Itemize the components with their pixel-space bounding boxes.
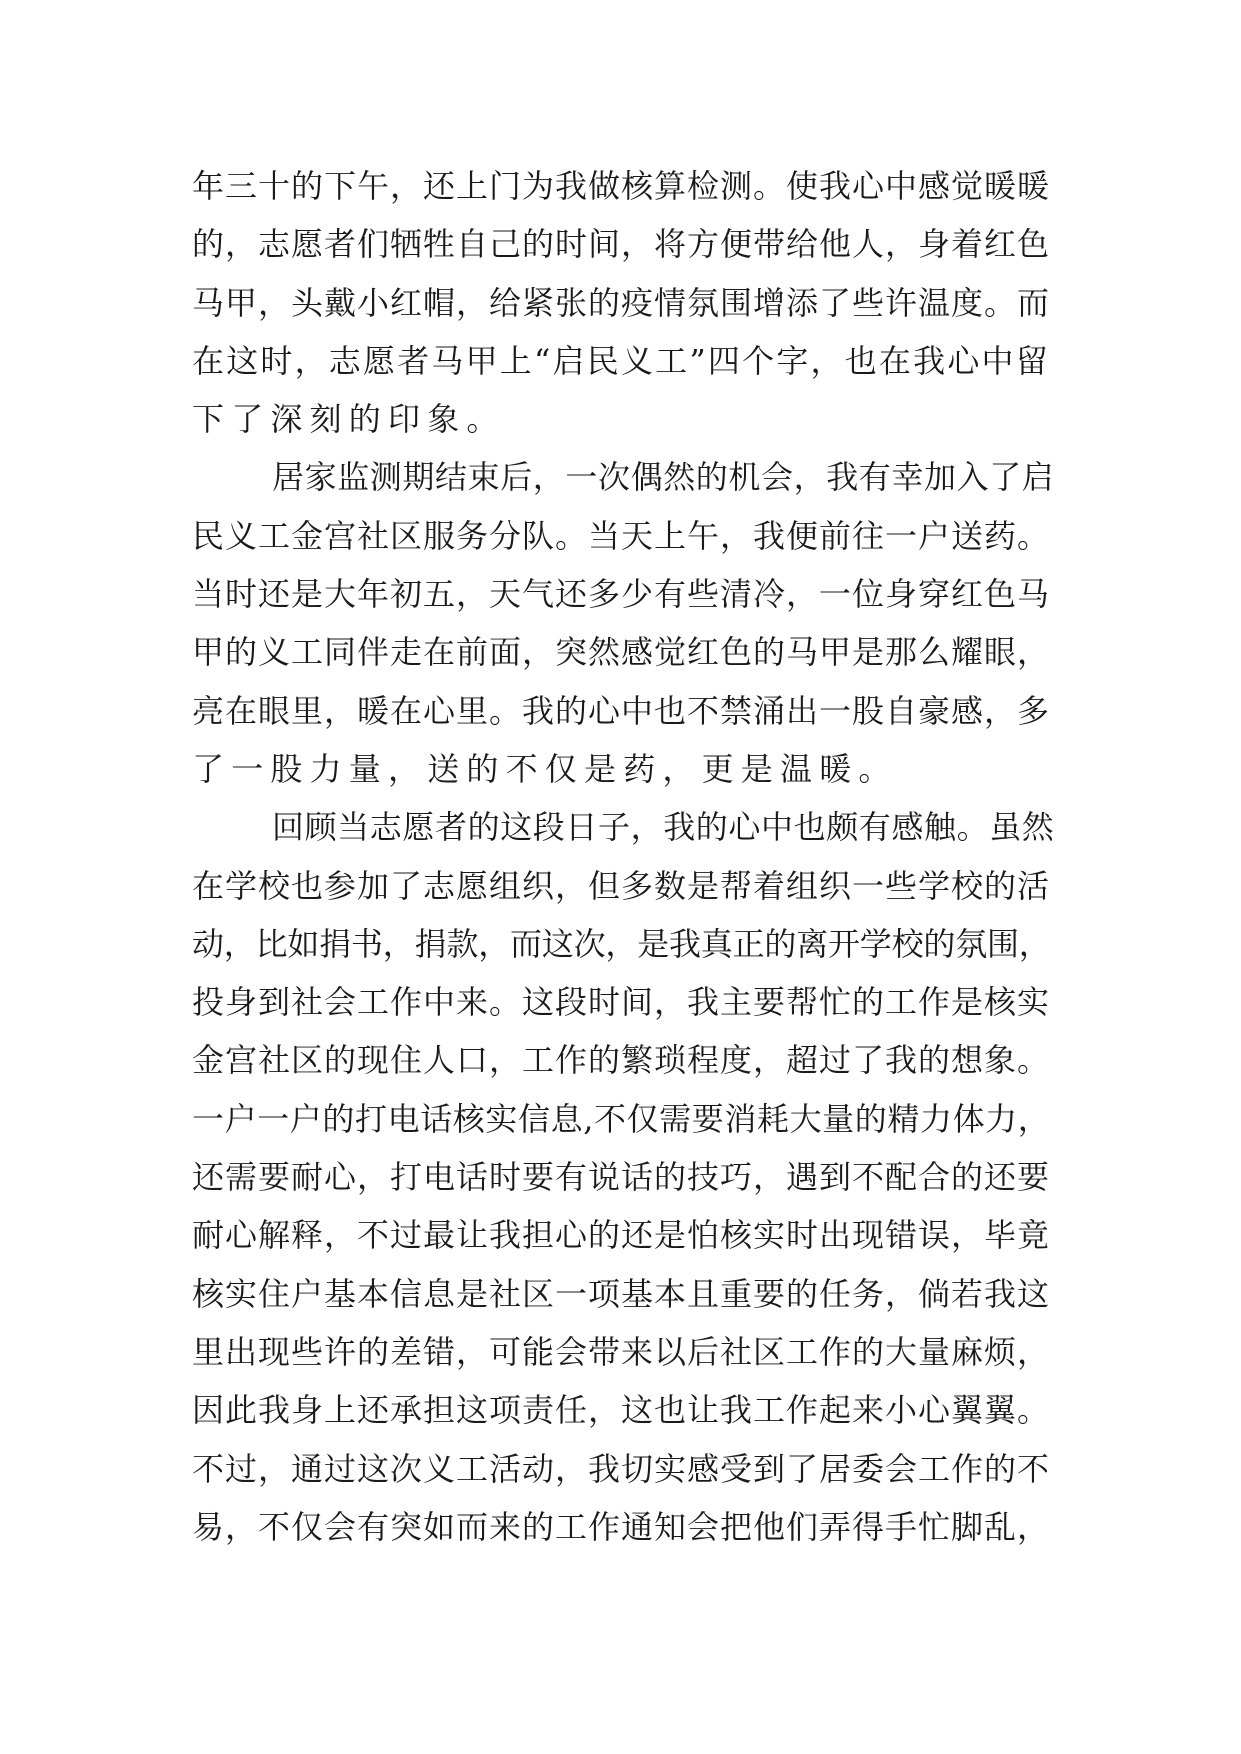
- text-line: 一户一户的打电话核实信息,不仅需要消耗大量的精力体力，: [192, 1099, 1051, 1138]
- text-line: 还需要耐心，打电话时要有说话的技巧，遇到不配合的还要: [192, 1158, 1051, 1197]
- text-line: 了一股力量，送的不仅是药，更是温暖。: [192, 749, 898, 788]
- text-line: 在学校也参加了志愿组织，但多数是帮着组织一些学校的活: [192, 866, 1051, 905]
- document-body: [192, 157, 1055, 1556]
- text-line: 在这时，志愿者马甲上“启民义工”四个字，也在我心中留: [192, 341, 1050, 380]
- text-line: 投身到社会工作中来。这段时间，我主要帮忙的工作是核实: [192, 983, 1051, 1022]
- text-line: 金宫社区的现住人口，工作的繁琐程度，超过了我的想象。: [192, 1041, 1051, 1080]
- text-line: 当时还是大年初五，天气还多少有些清冷，一位身穿红色马: [192, 575, 1051, 614]
- text-line: 因此我身上还承担这项责任，这也让我工作起来小心翼翼。: [192, 1391, 1051, 1430]
- text-line: 年三十的下午，还上门为我做核算检测。使我心中感觉暖暖: [192, 167, 1051, 205]
- text-line: 下了深刻的印象。: [192, 400, 506, 439]
- text-line: 甲的义工同伴走在前面，突然感觉红色的马甲是那么耀眼，: [192, 633, 1051, 672]
- text-line: 马甲，头戴小红帽，给紧张的疫情氛围增添了些许温度。而: [192, 283, 1051, 322]
- text-line: 易，不仅会有突如而来的工作通知会把他们弄得手忙脚乱，: [192, 1507, 1051, 1546]
- paragraph-start-line: 居家监测期结束后，一次偶然的机会，我有幸加入了启: [272, 458, 1055, 497]
- text-line: 动，比如捐书，捐款，而这次，是我真正的离开学校的氛围，: [192, 924, 1051, 963]
- text-line: 里出现些许的差错，可能会带来以后社区工作的大量麻烦，: [192, 1332, 1051, 1371]
- text-line: 不过，通过这次义工活动，我切实感受到了居委会工作的不: [192, 1449, 1051, 1488]
- text-line: 民义工金宫社区服务分队。当天上午，我便前往一户送药。: [192, 516, 1051, 555]
- paragraph-start-line: 回顾当志愿者的这段日子，我的心中也颇有感触。虽然: [272, 808, 1055, 847]
- text-line: 耐心解释，不过最让我担心的还是怕核实时出现错误，毕竟: [192, 1216, 1051, 1255]
- text-line: 亮在眼里，暖在心里。我的心中也不禁涌出一股自豪感，多: [192, 691, 1051, 730]
- text-line: 的，志愿者们牺牲自己的时间，将方便带给他人，身着红色: [192, 225, 1051, 264]
- text-line: 核实住户基本信息是社区一项基本且重要的任务，倘若我这: [192, 1274, 1051, 1313]
